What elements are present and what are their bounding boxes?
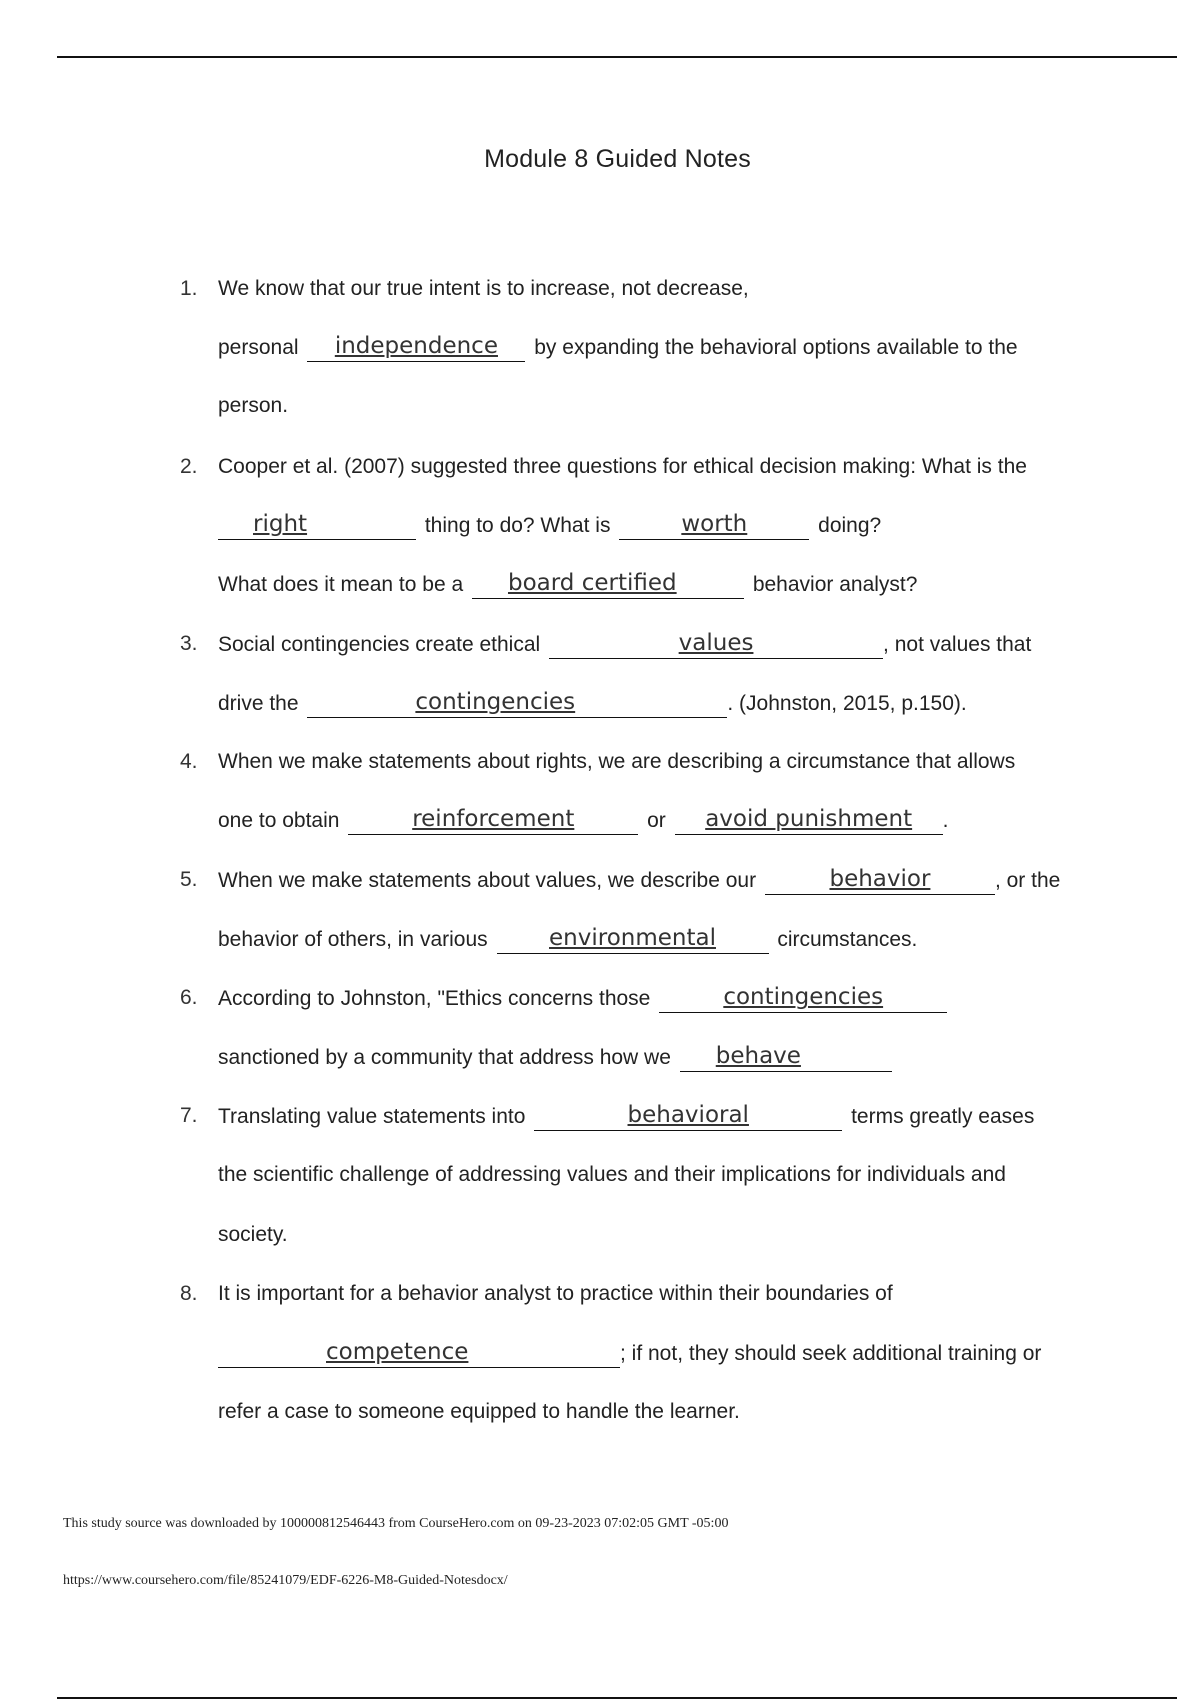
item-4-line-1: When we make statements about rights, we are describing a circumstance that allows — [218, 750, 1016, 773]
static-text: behavior of others, in various — [218, 928, 488, 951]
item-2-line-3 — [218, 570, 917, 599]
static-text: Translating value statements into — [218, 1105, 526, 1128]
static-text: by expanding the behavioral options available to the — [534, 336, 1018, 359]
download-source-note: This study source was downloaded by 100000812546443 from CourseHero.com on 09-23-2023 07:02:05 GMT -05:00 — [63, 1516, 729, 1531]
item-7-line-2: the scientific challenge of addressing values and their implications for individuals and — [218, 1163, 1006, 1186]
answer-text: worth — [681, 511, 748, 537]
item-number: 6. — [180, 986, 198, 1009]
answer-text: competence — [326, 1339, 469, 1365]
item-1-line-1: We know that our true intent is to increase, not decrease, — [218, 277, 749, 300]
answer-blank[interactable] — [497, 925, 769, 954]
answer-text: contingencies — [415, 689, 576, 715]
item-number: 8. — [180, 1282, 198, 1305]
item-8-line-3: refer a case to someone equipped to handle the learner. — [218, 1400, 740, 1423]
item-8-line-1: It is important for a behavior analyst to practice within their boundaries of — [218, 1282, 893, 1305]
item-7-line-3: society. — [218, 1223, 288, 1246]
static-text: . — [942, 809, 949, 832]
item-number: 4. — [180, 750, 198, 773]
static-text: , or the — [994, 869, 1061, 892]
static-text: or — [647, 809, 666, 832]
answer-blank[interactable] — [348, 806, 638, 835]
item-6-line-2 — [218, 1043, 895, 1072]
item-1-line-3: person. — [218, 394, 289, 417]
static-text: When we make statements about values, we describe our — [218, 869, 757, 892]
answer-blank[interactable] — [680, 1043, 892, 1072]
answer-text: board certified — [507, 570, 677, 596]
answer-text: independence — [334, 333, 498, 359]
answer-blank[interactable] — [218, 511, 416, 540]
static-text: doing? — [818, 514, 882, 537]
answer-text: environmental — [549, 925, 716, 951]
static-text: sanctioned by a community that address how we — [218, 1046, 671, 1069]
item-3-line-1 — [218, 630, 1031, 659]
item-number: 3. — [180, 632, 198, 655]
source-url[interactable]: https://www.coursehero.com/file/85241079/EDF-6226-M8-Guided-Notesdocx/ — [63, 1573, 508, 1588]
answer-blank[interactable] — [675, 806, 943, 835]
answer-blank[interactable] — [307, 333, 525, 362]
static-text: circumstances. — [777, 928, 918, 951]
item-number: 7. — [180, 1104, 198, 1127]
static-text: behavior analyst? — [752, 573, 918, 596]
answer-blank[interactable] — [765, 866, 995, 895]
answer-blank[interactable] — [659, 984, 947, 1013]
item-5-line-2 — [218, 925, 917, 954]
bottom-rule — [57, 1697, 1177, 1699]
static-text: terms greatly eases — [851, 1105, 1035, 1128]
item-3-line-2 — [218, 689, 967, 718]
answer-blank[interactable] — [218, 1339, 620, 1368]
item-number: 2. — [180, 455, 198, 478]
page-title: Module 8 Guided Notes — [484, 145, 751, 173]
static-text: ; if not, they should seek additional training or — [620, 1342, 1042, 1365]
answer-text: contingencies — [723, 984, 884, 1010]
answer-text: behavior — [829, 866, 931, 892]
item-number: 1. — [180, 277, 198, 300]
answer-text: right — [253, 511, 308, 537]
static-text: drive the — [218, 692, 299, 715]
item-2-line-1: Cooper et al. (2007) suggested three questions for ethical decision making: What is the — [218, 455, 1027, 478]
item-number: 5. — [180, 868, 198, 891]
answer-text: behavioral — [627, 1102, 749, 1128]
top-rule — [57, 56, 1177, 58]
static-text: thing to do? What is — [424, 514, 611, 537]
item-8-line-2 — [218, 1339, 1041, 1368]
answer-blank[interactable] — [549, 630, 883, 659]
item-5-line-1 — [218, 866, 1060, 895]
item-1-line-2 — [218, 333, 1018, 362]
static-text: personal — [218, 336, 299, 359]
static-text: . (Johnston, 2015, p.150). — [727, 692, 967, 715]
static-text: , not values that — [883, 633, 1032, 656]
answer-blank[interactable] — [534, 1102, 842, 1131]
answer-blank[interactable] — [307, 689, 727, 718]
static-text: According to Johnston, "Ethics concerns those — [218, 987, 651, 1010]
answer-text: values — [678, 630, 754, 656]
static-text: Social contingencies create ethical — [218, 633, 541, 656]
item-2-line-2 — [218, 511, 881, 540]
static-text: one to obtain — [218, 809, 340, 832]
answer-blank[interactable] — [619, 511, 809, 540]
static-text: What does it mean to be a — [218, 573, 464, 596]
answer-text: reinforcement — [412, 806, 575, 832]
item-4-line-2 — [218, 806, 949, 835]
item-7-line-1 — [218, 1102, 1034, 1131]
item-6-line-1 — [218, 984, 950, 1013]
answer-blank[interactable] — [472, 570, 744, 599]
answer-text: avoid punishment — [705, 806, 913, 832]
answer-text: behave — [715, 1043, 801, 1069]
